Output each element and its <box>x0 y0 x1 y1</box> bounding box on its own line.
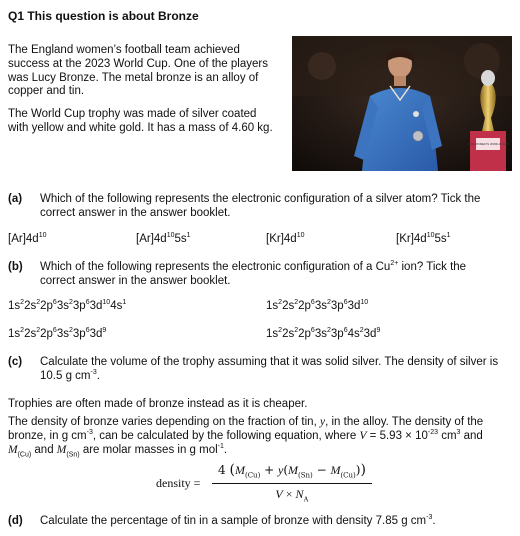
trophy-plaque-text: FIFA WOMEN'S WORLD CUP <box>467 142 509 146</box>
option-b1[interactable]: $1s^22s^22p^63s^23p^63d^{10}4s^1$ <box>8 299 127 312</box>
formula-lhs: density = <box>156 476 201 490</box>
question-c-text: Calculate the volume of the trophy assuming that it was solid silver. The density of silver is 10.5 g $cm^{-3}$. <box>40 356 499 382</box>
question-d-number: (d) <box>8 515 23 527</box>
option-a3[interactable]: $[Kr]4d^{10}$ <box>266 232 305 245</box>
question-c-number: (c) <box>8 356 23 368</box>
lucy-bronze-photo <box>292 36 512 171</box>
question-d-text: Calculate the percentage of tin in a sample of bronze with density 7.85 g $cm^{-3}$. <box>40 514 436 527</box>
question-d <box>8 515 508 531</box>
question-b-text: Which of the following represents the electronic configuration of a $Cu^{2+}$ ion? Tick the correct answer in the answer booklet. <box>40 260 467 287</box>
question-c <box>8 356 508 386</box>
formula-numerator: 4 $(M_{(Cu)} + y(M_{(Sn)} - M_{(Cu)}))$ <box>218 462 366 480</box>
option-b4[interactable]: $1s^22s^22p^63s^23p^64s^23d^9$ <box>266 327 381 340</box>
option-a4[interactable]: $[Kr]4d^{10}5s^1$ <box>396 232 451 245</box>
question-b <box>8 261 508 291</box>
option-b3[interactable]: $1s^22s^22p^63s^23p^63d^9$ <box>8 327 107 340</box>
photo-illustration <box>292 36 512 171</box>
medal-icon <box>413 131 423 141</box>
bronze-cheaper-paragraph: Trophies are often made of bronze instead as it is cheaper. <box>8 398 308 410</box>
option-b2[interactable]: $1s^22s^22p^63s^23p^63d^{10}$ <box>266 299 369 312</box>
intro-paragraph: The England women’s football team achieved success at the 2023 World Cup. One of the players was Lucy Bronze. The metal bronze is an alloy of copper and tin. <box>8 44 268 98</box>
fraction-bar <box>212 483 372 484</box>
formula-denominator: $V \times N_A$ <box>275 487 309 504</box>
trophy-paragraph: The World Cup trophy was made of silver coated with yellow and white gold. It has a mass of 4.60 kg. <box>8 108 273 134</box>
trophy-pedestal <box>470 131 506 171</box>
question-a-number: (a) <box>8 193 23 205</box>
density-paragraph: The density of bronze varies depending on the fraction of tin, y, in the alloy. The density of the bronze, in g $cm^{-3}$, can be calculated by the following equation, where $V = 5.93 \times 10^{-23}$ $cm^3$ and $M_{(Cu)}$ and $M_{(Sn)}$ are molar masses in g mol$^{-1}$. <box>8 416 484 458</box>
option-a1[interactable]: $[Ar]4d^{10}$ <box>8 232 47 245</box>
question-b-number: (b) <box>8 261 23 273</box>
density-formula <box>140 458 400 506</box>
question-a-text: Which of the following represents the electronic configuration of a silver atom? Tick the correct answer in the answer booklet. <box>40 193 481 219</box>
question-title: Q1 This question is about Bronze <box>8 9 199 23</box>
question-a <box>8 193 508 223</box>
option-a2[interactable]: $[Ar]4d^{10}5s^1$ <box>136 232 191 245</box>
